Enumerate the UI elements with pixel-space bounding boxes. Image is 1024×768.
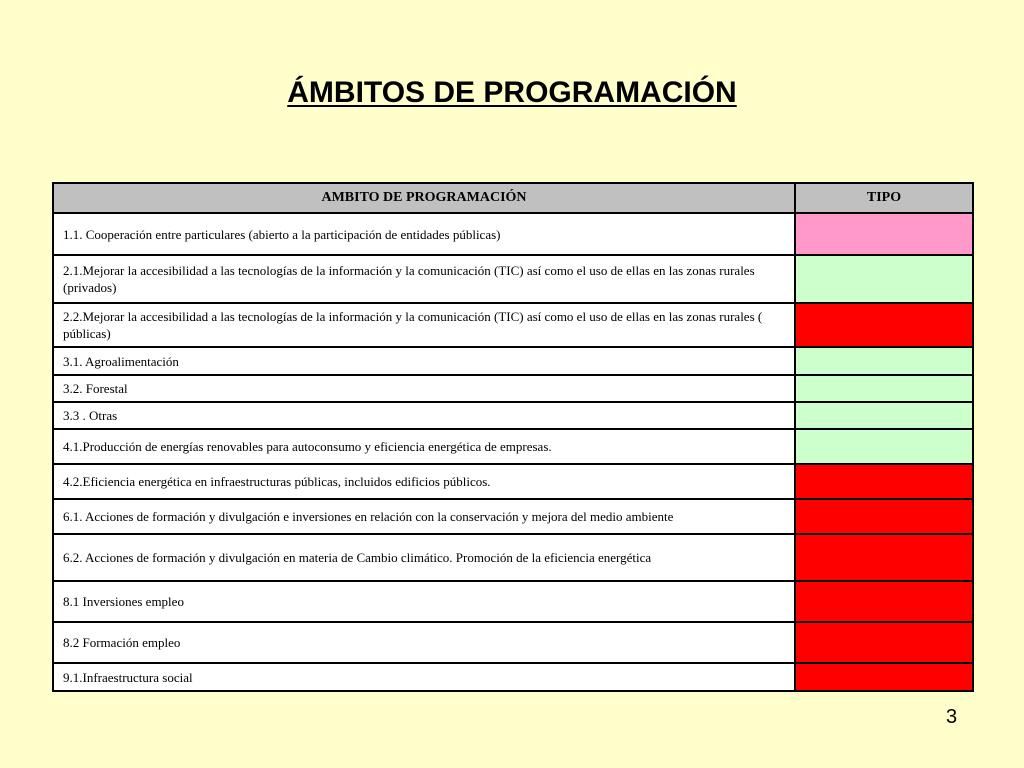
row-label: 2.1.Mejorar la accesibilidad a las tecnologías de la información y la comunicación (TIC) así como el uso de ellas en las zonas rurales (privados) [53, 255, 795, 303]
table-header-row [53, 183, 973, 213]
tipo-cell [795, 464, 973, 499]
row-label: 9.1.Infraestructura social [53, 663, 795, 691]
tipo-cell [795, 402, 973, 429]
tipo-cell [795, 347, 973, 375]
table-row [53, 347, 973, 375]
table-row [53, 213, 973, 255]
row-label: 4.1.Producción de energías renovables para autoconsumo y eficiencia energética de empresas. [53, 429, 795, 464]
row-label: 3.1. Agroalimentación [53, 347, 795, 375]
slide-title: ÁMBITOS DE PROGRAMACIÓN [287, 76, 737, 109]
table-row [53, 402, 973, 429]
tipo-cell [795, 534, 973, 581]
table-row [53, 255, 973, 303]
tipo-cell [795, 213, 973, 255]
table-row [53, 499, 973, 534]
tipo-cell [795, 255, 973, 303]
table-row [53, 464, 973, 499]
tipo-cell [795, 375, 973, 402]
tipo-cell [795, 429, 973, 464]
tipo-cell [795, 622, 973, 663]
row-label: 3.3 . Otras [53, 402, 795, 429]
table-row [53, 429, 973, 464]
table-row [53, 534, 973, 581]
tipo-cell [795, 663, 973, 691]
row-label: 1.1. Cooperación entre particulares (abierto a la participación de entidades públicas) [53, 213, 795, 255]
ambitos-table [52, 182, 974, 692]
table-row [53, 622, 973, 663]
table-row [53, 581, 973, 622]
row-label: 8.1 Inversiones empleo [53, 581, 795, 622]
tipo-cell [795, 303, 973, 347]
table-row [53, 303, 973, 347]
slide-title-container [0, 76, 1024, 110]
tipo-cell [795, 581, 973, 622]
row-label: 6.1. Acciones de formación y divulgación e inversiones en relación con la conservación y mejora del medio ambiente [53, 499, 795, 534]
tipo-cell [795, 499, 973, 534]
header-tipo: TIPO [795, 183, 973, 213]
row-label: 6.2. Acciones de formación y divulgación en materia de Cambio climático. Promoción de la eficiencia energética [53, 534, 795, 581]
table-row [53, 663, 973, 691]
page-number: 3 [946, 706, 958, 728]
row-label: 8.2 Formación empleo [53, 622, 795, 663]
row-label: 4.2.Eficiencia energética en infraestructuras públicas, incluidos edificios públicos. [53, 464, 795, 499]
table-row [53, 375, 973, 402]
row-label: 2.2.Mejorar la accesibilidad a las tecnologías de la información y la comunicación (TIC) así como el uso de ellas en las zonas rurales ( públicas) [53, 303, 795, 347]
header-ambito: AMBITO DE PROGRAMACIÓN [53, 183, 795, 213]
row-label: 3.2. Forestal [53, 375, 795, 402]
